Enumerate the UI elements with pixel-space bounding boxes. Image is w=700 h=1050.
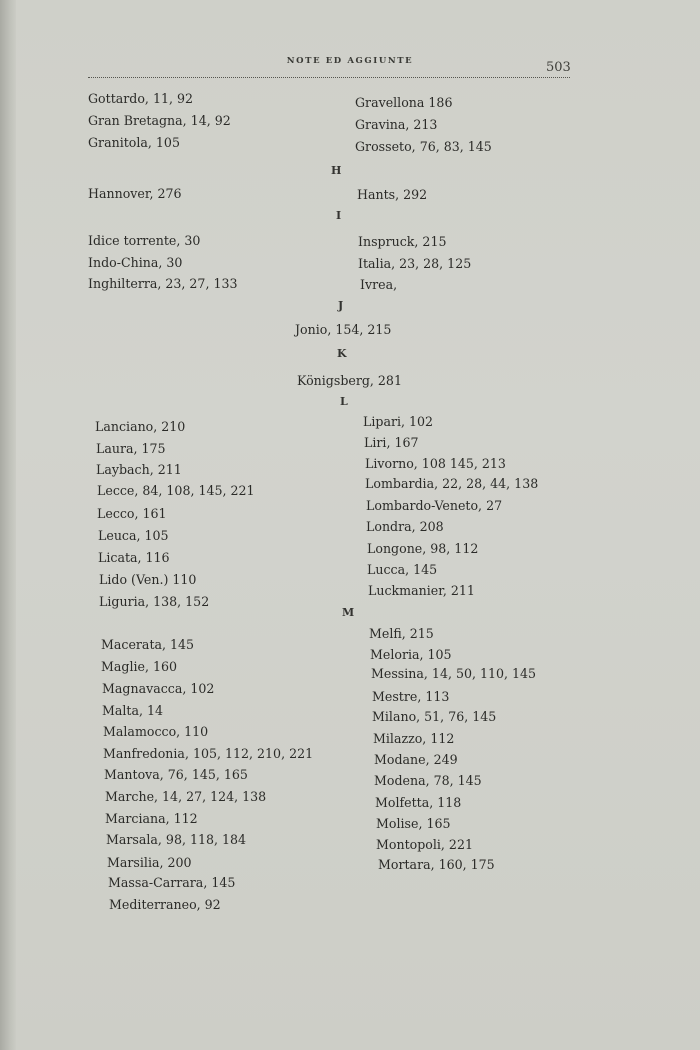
index-entry: Modena, 78, 145	[374, 773, 482, 788]
index-entry: Lucca, 145	[367, 562, 438, 577]
index-entry: Milazzo, 112	[373, 731, 455, 746]
page-number: 503	[546, 60, 571, 75]
index-entry: Inghilterra, 23, 27, 133	[88, 276, 238, 291]
index-entry: Lecce, 84, 108, 145, 221	[97, 483, 255, 498]
index-entry: Messina, 14, 50, 110, 145	[371, 666, 537, 681]
index-entry: Marsala, 98, 118, 184	[106, 832, 247, 847]
index-entry: Lanciano, 210	[95, 419, 186, 434]
index-entry: Massa-Carrara, 145	[108, 875, 236, 890]
index-entry: Milano, 51, 76, 145	[372, 709, 497, 724]
index-entry: Londra, 208	[366, 519, 444, 534]
index-entry: Mortara, 160, 175	[378, 857, 495, 872]
index-entry: Melfi, 215	[369, 626, 434, 641]
index-entry: Lecco, 161	[97, 506, 167, 521]
section-letter-k: K	[337, 347, 348, 360]
index-entry: Idice torrente, 30	[88, 233, 201, 248]
section-letter-i: I	[336, 209, 343, 222]
index-entry: Marsilia, 200	[107, 855, 192, 870]
index-entry: Lido (Ven.) 110	[99, 572, 197, 587]
index-entry: Italia, 23, 28, 125	[358, 256, 472, 271]
index-entry: Molise, 165	[376, 816, 451, 831]
index-entry: Malamocco, 110	[103, 724, 209, 739]
section-letter-l: L	[340, 395, 349, 408]
index-entry: Modane, 249	[374, 752, 458, 767]
index-entry: Inspruck, 215	[358, 234, 447, 249]
index-entry: Marciana, 112	[105, 811, 198, 826]
index-entry: Gran Bretagna, 14, 92	[88, 113, 231, 128]
index-entry: Laura, 175	[96, 441, 166, 456]
index-entry: Gravellona 186	[355, 95, 453, 110]
index-entry: Longone, 98, 112	[367, 541, 479, 556]
index-entry: Grosseto, 76, 83, 145	[355, 139, 492, 154]
index-entry: Meloria, 105	[370, 647, 452, 662]
index-entry: Hants, 292	[357, 187, 428, 202]
index-entry: Granitola, 105	[88, 135, 180, 150]
index-entry: Hannover, 276	[88, 186, 182, 201]
index-entry: Molfetta, 118	[375, 795, 462, 810]
index-entry: Liri, 167	[364, 435, 419, 450]
index-entry: Licata, 116	[98, 550, 170, 565]
index-entry: Gottardo, 11, 92	[88, 91, 193, 106]
index-entry: Lipari, 102	[363, 414, 434, 429]
index-entry: Maglie, 160	[101, 659, 178, 674]
index-entry: Laybach, 211	[96, 462, 182, 477]
index-entry: Leuca, 105	[98, 528, 169, 543]
book-spine-shadow	[0, 0, 16, 1050]
section-letter-m: M	[342, 606, 356, 619]
index-entry: Montopoli, 221	[376, 837, 473, 852]
index-entry: Magnavacca, 102	[102, 681, 215, 696]
header-rule	[88, 77, 570, 78]
index-entry: Livorno, 108 145, 213	[365, 456, 506, 471]
index-entry: Mediterraneo, 92	[109, 897, 221, 912]
section-letter-h: H	[331, 164, 343, 177]
index-entry: Manfredonia, 105, 112, 210, 221	[103, 746, 314, 761]
index-entry: Indo-China, 30	[88, 255, 183, 270]
index-entry: Jonio, 154, 215	[295, 322, 392, 337]
index-entry: Mestre, 113	[372, 689, 450, 704]
index-entry: Liguria, 138, 152	[99, 594, 210, 609]
index-entry: Mantova, 76, 145, 165	[104, 767, 248, 782]
index-entry: Macerata, 145	[101, 637, 195, 652]
section-letter-j: J	[338, 299, 345, 312]
index-entry: Gravina, 213	[355, 117, 438, 132]
index-entry: Lombardo-Veneto, 27	[366, 498, 503, 513]
index-entry: Luckmanier, 211	[368, 583, 475, 598]
index-entry: Malta, 14	[102, 703, 164, 718]
index-entry: Ivrea,	[360, 277, 398, 292]
index-entry: Königsberg, 281	[297, 373, 402, 388]
running-head: NOTE ED AGGIUNTE	[286, 56, 414, 66]
index-entry: Lombardia, 22, 28, 44, 138	[365, 476, 539, 491]
index-entry: Marche, 14, 27, 124, 138	[105, 789, 267, 804]
